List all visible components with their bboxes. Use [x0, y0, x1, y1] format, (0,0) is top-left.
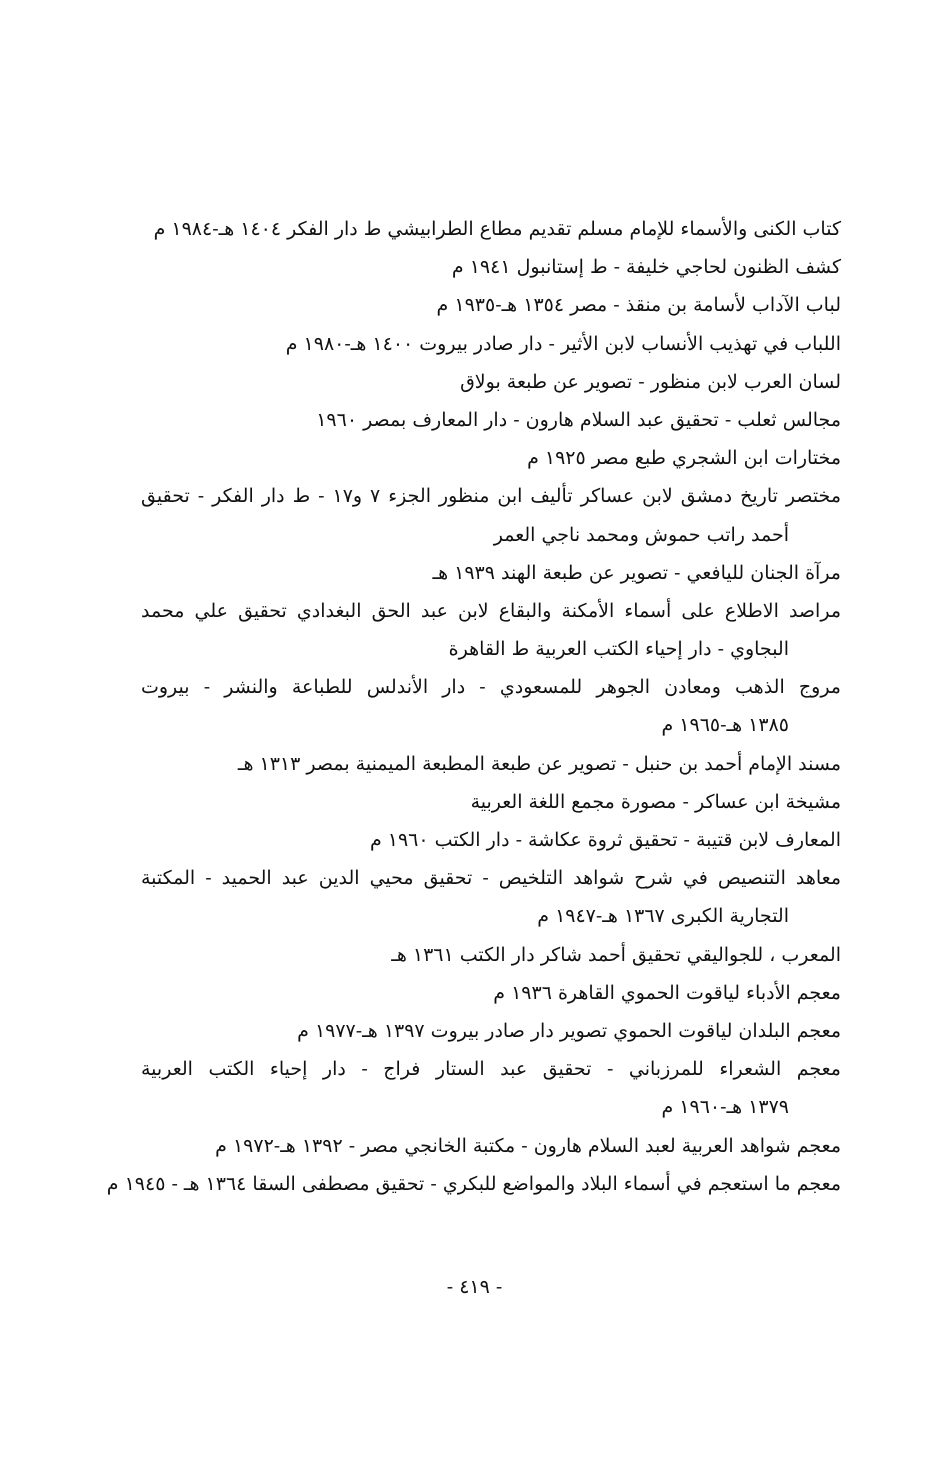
entry-line: معجم شواهد العربية لعبد السلام هارون - مكتبة الخانجي مصر - ١٣٩٢ هـ-١٩٧٢ م — [215, 1134, 841, 1157]
page-number: - ٤١٩ - — [446, 1276, 503, 1298]
entry-line: مشيخة ابن عساكر - مصورة مجمع اللغة العربية — [470, 790, 841, 813]
entry-line: اللباب في تهذيب الأنساب لابن الأثير - دار صادر بيروت ١٤٠٠ هـ-١٩٨٠ م — [285, 332, 841, 355]
bibliography-entry — [106, 1165, 841, 1203]
entry-line: لباب الآداب لأسامة بن منقذ - مصر ١٣٥٤ هـ-١٩٣٥ م — [436, 294, 841, 317]
entry-line: كشف الظنون لحاجي خليفة - ط إستانبول ١٩٤١ م — [451, 256, 841, 279]
entry-continuation-line: أحمد راتب حموش ومحمد ناجي العمر — [493, 523, 789, 546]
entry-line: المعرب ، للجواليقي تحقيق أحمد شاكر دار الكتب ١٣٦١ هـ — [391, 943, 841, 966]
entry-line: معاهد التنصيص في شرح شواهد التلخيص - تحقيق محيي الدين عبد الحميد - المكتبة — [141, 867, 841, 890]
bibliography-entry — [141, 325, 841, 363]
entry-line: معجم ما استعجم في أسماء البلاد والمواضع للبكري - تحقيق مصطفى السقا ١٣٦٤ هـ - ١٩٤٥ م — [106, 1172, 841, 1195]
bibliography-entry — [141, 592, 841, 668]
bibliography-entry — [141, 286, 841, 324]
bibliography-entry — [141, 210, 841, 248]
entry-line: معجم الأدباء لياقوت الحموي القاهرة ١٩٣٦ م — [493, 981, 841, 1004]
entry-line: مجالس ثعلب - تحقيق عبد السلام هارون - دار المعارف بمصر ١٩٦٠ — [316, 408, 841, 431]
entry-line: مسند الإمام أحمد بن حنبل - تصوير عن طبعة المطبعة الميمنية بمصر ١٣١٣ هـ — [237, 752, 841, 775]
entry-line: لسان العرب لابن منظور - تصوير عن طبعة بولاق — [460, 370, 841, 393]
bibliography-entry — [141, 821, 841, 859]
bibliography-entry — [141, 363, 841, 401]
entry-line: مختارات ابن الشجري طبع مصر ١٩٢٥ م — [527, 447, 841, 470]
bibliography-entry — [141, 477, 841, 553]
bibliography-entry — [141, 859, 841, 935]
bibliography-entry — [141, 1127, 841, 1165]
bibliography-entry — [141, 974, 841, 1012]
bibliography-entry — [141, 668, 841, 744]
entry-line: المعارف لابن قتيبة - تحقيق ثروة عكاشة - دار الكتب ١٩٦٠ م — [369, 829, 841, 851]
entry-line: مراصد الاطلاع على أسماء الأمكنة والبقاع لابن عبد الحق البغدادي تحقيق علي محمد — [141, 599, 841, 622]
entry-continuation-line: ١٣٧٩ هـ-١٩٦٠ م — [661, 1096, 789, 1119]
entry-line: معجم الشعراء للمرزباني - تحقيق عبد الستار فراج - دار إحياء الكتب العربية — [141, 1058, 841, 1081]
bibliography-entry — [141, 401, 841, 439]
entry-line: مرآة الجنان لليافعي - تصوير عن طبعة الهند ١٩٣٩ هـ — [432, 561, 841, 584]
bibliography-entry — [141, 936, 841, 974]
bibliography-entry — [141, 783, 841, 821]
bibliography-list — [106, 210, 841, 1203]
bibliography-entry — [141, 248, 841, 286]
entry-continuation-line: البجاوي - دار إحياء الكتب العربية ط القاهرة — [448, 638, 789, 661]
entry-line: كتاب الكنى والأسماء للإمام مسلم تقديم مطاع الطرابيشي ط دار الفكر ١٤٠٤ هـ-١٩٨٤ م — [153, 218, 841, 240]
bibliography-entry — [141, 1012, 841, 1050]
entry-continuation-line: ١٣٨٥ هـ-١٩٦٥ م — [661, 714, 789, 737]
entry-line: مختصر تاريخ دمشق لابن عساكر تأليف ابن منظور الجزء ٧ و١٧ - ط دار الفكر - تحقيق — [141, 485, 841, 508]
entry-line: معجم البلدان لياقوت الحموي تصوير دار صادر بيروت ١٣٩٧ هـ-١٩٧٧ م — [297, 1019, 841, 1042]
bibliography-entry — [141, 745, 841, 783]
entry-continuation-line: التجارية الكبرى ١٣٦٧ هـ-١٩٤٧ م — [537, 905, 789, 928]
bibliography-entry — [141, 1050, 841, 1126]
bibliography-entry — [141, 439, 841, 477]
entry-line: مروج الذهب ومعادن الجوهر للمسعودي - دار الأندلس للطباعة والنشر - بيروت — [141, 676, 841, 699]
bibliography-entry — [141, 554, 841, 592]
